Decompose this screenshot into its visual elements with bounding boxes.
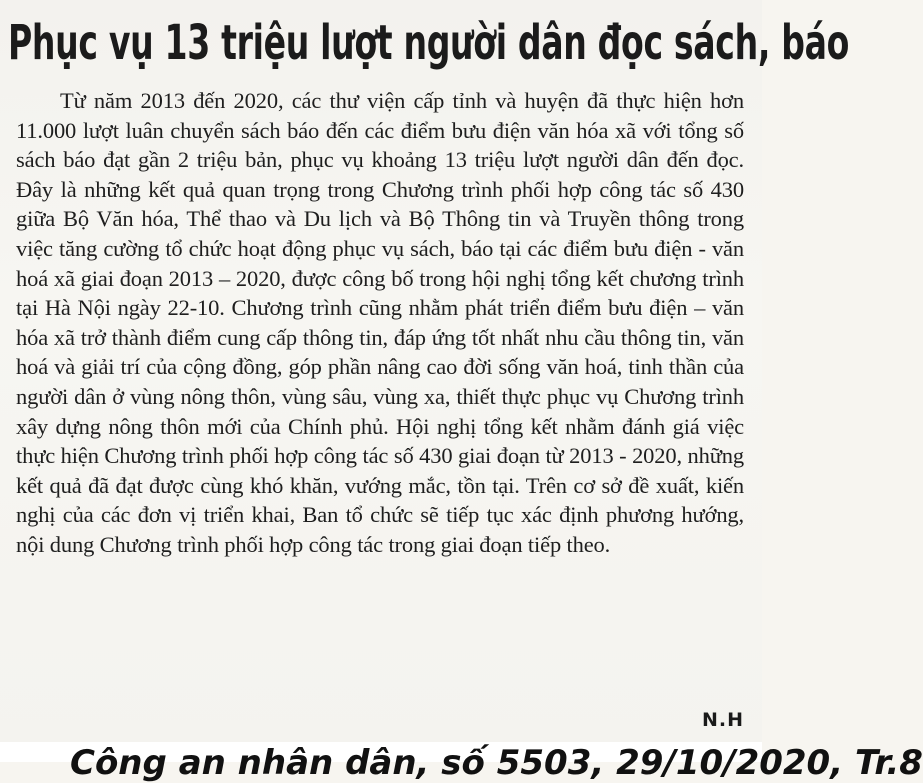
article-body: Từ năm 2013 đến 2020, các thư viện cấp tỉnh và huyện đã thực hiện hơn 11.000 lượt luân chuyển sách báo đến các điểm bưu điện văn hóa xã với tổng số sách báo đạt gần 2 triệu bản, phục vụ khoảng 13 triệu lượt người dân đến đọc. Đây là những kết quả quan trọng trong Chương trình phối hợp công tác số 430 giữa Bộ Văn hóa, Thể thao và Du lịch và Bộ Thông tin và Truyền thông trong việc tăng cường tổ chức hoạt động phục vụ sách, báo tại các điểm bưu điện - văn hoá xã giai đoạn 2013 – 2020, được công bố trong hội nghị tổng kết chương trình tại Hà Nội ngày 22-10. Chương trình cũng nhằm phát triển điểm bưu điện – văn hóa xã trở thành điểm cung cấp thông tin, đáp ứng tốt nhất nhu cầu thông tin, văn hoá và giải trí của cộng đồng, góp phần nâng cao đời sống văn hoá, tinh thần của người dân ở vùng nông thôn, vùng sâu, vùng xa, thiết thực phục vụ Chương trình xây dựng nông thôn mới của Chính phủ. Hội nghị tổng kết nhằm đánh giá việc thực hiện Chương trình phối hợp công tác số 430 giai đoạn từ 2013 - 2020, những kết quả đã đạt được cùng khó khăn, vướng mắc, tồn tại. Trên cơ sở đề xuất, kiến nghị của các đơn vị triển khai, Ban tổ chức sẽ tiếp tục xác định phương hướng, nội dung Chương trình phối hợp công tác trong giai đoạn tiếp theo.: [16, 88, 744, 557]
source-caption: Công an nhân dân, số 5503, 29/10/2020, Tr.8: [70, 743, 923, 783]
article-headline: Phục vụ 13 triệu lượt người dân đọc sách, báo: [8, 15, 850, 71]
source-caption-strip: [0, 742, 923, 783]
article-byline: N.H: [701, 709, 744, 731]
